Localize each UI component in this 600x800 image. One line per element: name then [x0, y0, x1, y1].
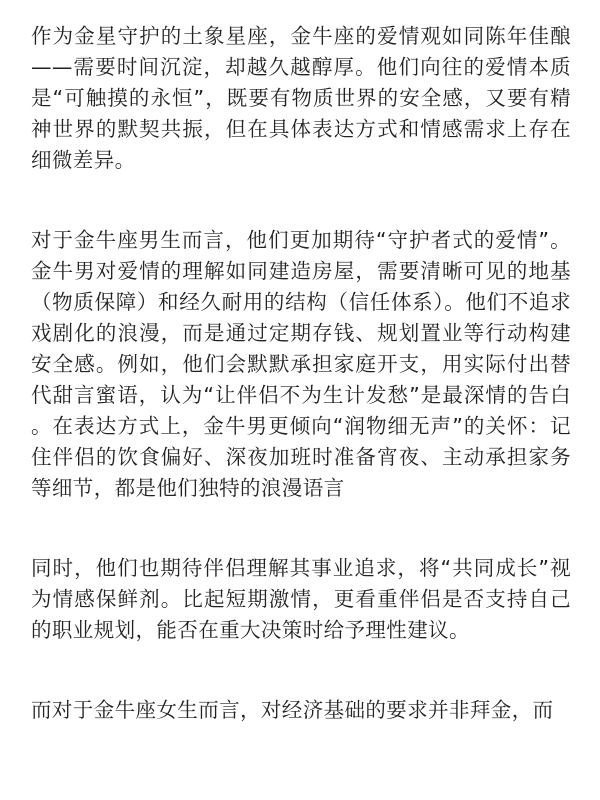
- paragraph-taurus-men: 对于金牛座男生而言，他们更加期待“守护者式的爱情”。金牛男对爱情的理解如同建造房屋，需要清晰可见的地基（物质保障）和经久耐用的结构（信任体系）。他们不追求戏剧化的浪漫，而是通过定期存钱、规划置业等行动构建安全感。例如，他们会默默承担家庭开支，用实际付出替代甜言蜜语，认为“让伴侣不为生计发愁”是最深情的告白 。在表达方式上，金牛男更倾向“润物细无声”的关怀：记住伴侣的饮食偏好、深夜加班时准备宵夜、主动承担家务等细节，都是他们独特的浪漫语言: [31, 228, 571, 500]
- article-body: [31, 21, 571, 726]
- paragraph-spacer: [31, 646, 571, 695]
- paragraph-taurus-women: 而对于金牛座女生而言，对经济基础的要求并非拜金，而: [31, 698, 554, 722]
- paragraph-shared-growth: 同时，他们也期待伴侣理解其事业追求，将“共同成长”视为情感保鲜剂。比起短期激情，更看重伴侣是否支持自己的职业规划，能否在重大决策时给予理性建议。: [31, 556, 571, 642]
- paragraph-spacer: [31, 504, 571, 553]
- paragraph-spacer: [31, 176, 571, 225]
- paragraph-venus-earth-sign: 作为金星守护的土象星座，金牛座的爱情观如同陈年佳酿——需要时间沉淀，却越久越醇厚。他们向往的爱情本质是“可触摸的永恒”，既要有物质世界的安全感，又要有精神世界的默契共振，但在具体表达方式和情感需求上存在细微差异。: [31, 24, 571, 172]
